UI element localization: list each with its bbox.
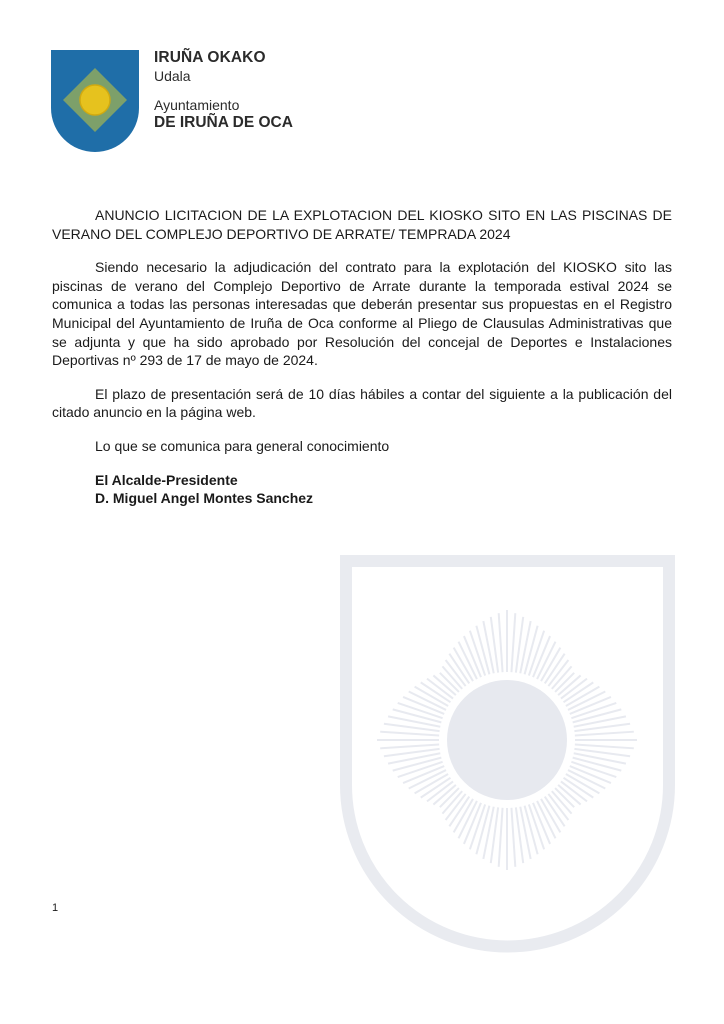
document-body [52, 206, 672, 508]
organization-name [154, 50, 293, 130]
org-basque-name: IRUÑA OKAKO [154, 49, 266, 66]
org-spanish-name: DE IRUÑA DE OCA [154, 113, 293, 131]
paragraph-main: Siendo necesario la adjudicación del contrato para la explotación del KIOSKO sito las piscinas de verano del Complejo Deportivo de Arrate durante la temporada estival 2024 se comunica a todas las personas interesadas que deberán presentar sus propuestas en el Registro Municipal del Ayuntamiento de Iruña de Oca conforme al Pliego de Clausulas Administrativas que se adjunta y que ha sido aprobado por Resolución del concejal de Deportes e Instalaciones Deportivas nº 293 de 17 de mayo de 2024. [52, 259, 672, 369]
page-number: 1 [52, 902, 59, 914]
paragraph-deadline: El plazo de presentación será de 10 días hábiles a contar del siguiente a la publicación del citado anuncio en la página web. [52, 385, 672, 421]
paragraph-closing: Lo que se comunica para general conocimiento [95, 437, 390, 454]
signature-role: El Alcalde-Presidente [95, 471, 238, 488]
municipal-shield-icon [51, 50, 139, 156]
org-basque-subtitle: Udala [154, 67, 191, 84]
org-spanish-prefix: Ayuntamiento [154, 96, 240, 113]
shield-watermark-icon [340, 555, 675, 955]
announcement-title: ANUNCIO LICITACION DE LA EXPLOTACION DEL KIOSKO SITO EN LAS PISCINAS DE VERANO DEL COMPLEJO DEPORTIVO DE ARRATE/ TEMPRADA 2024 [52, 207, 672, 242]
signature-name: D. Miguel Angel Montes Sanchez [95, 490, 314, 507]
